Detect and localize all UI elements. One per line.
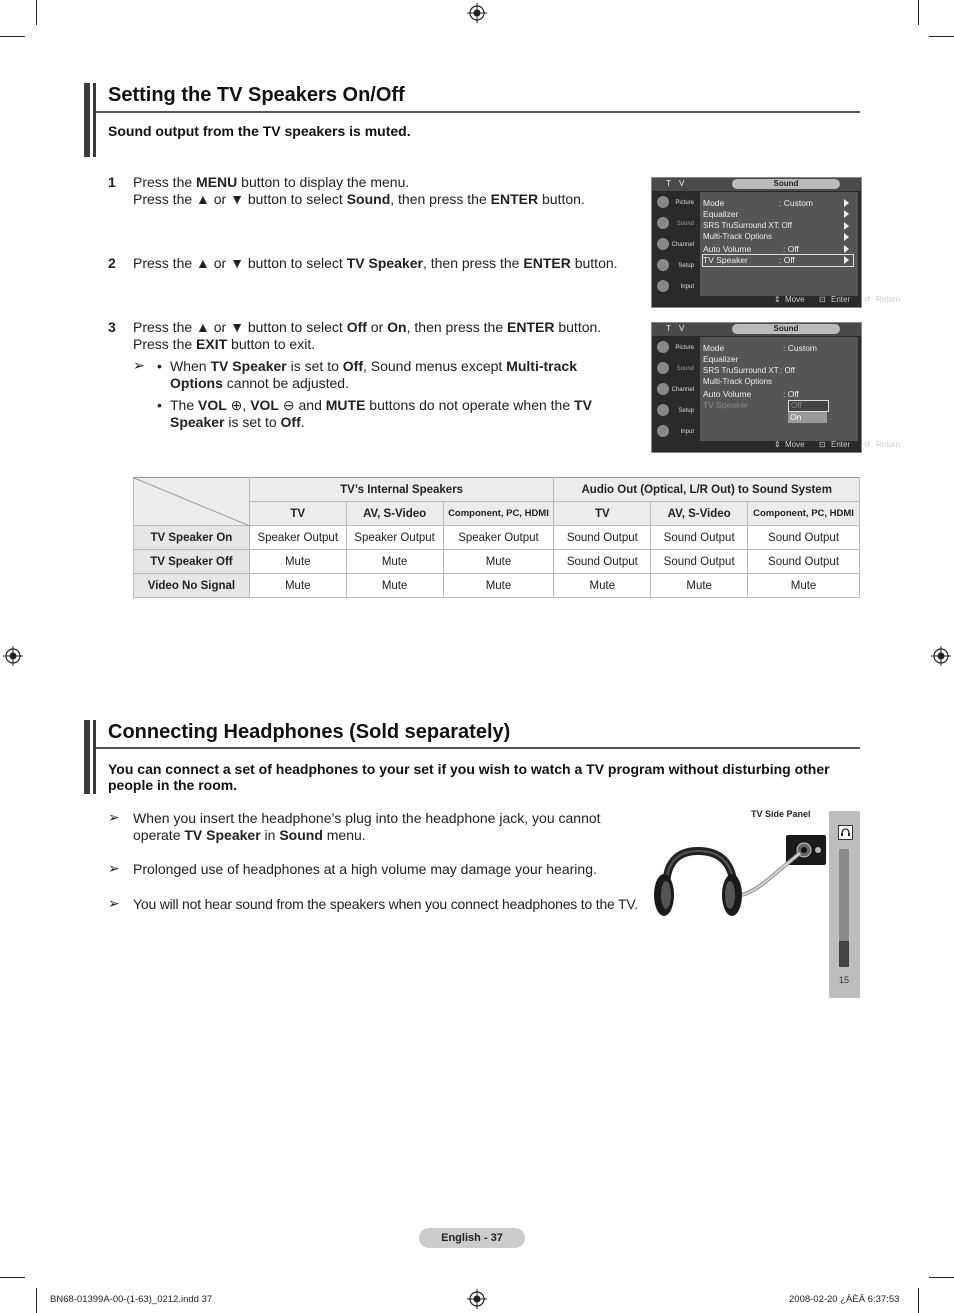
enter-icon: ⊡: [819, 440, 826, 449]
osd-side-sound[interactable]: Sound: [653, 214, 697, 235]
speaker-output-table: [133, 477, 860, 598]
table-row: [134, 526, 860, 550]
note-text: When TV Speaker is set to Off, Sound menus except Multi-track: [170, 358, 577, 374]
section-bar: [93, 720, 96, 794]
headphone-icon: [838, 825, 853, 840]
footer-filename: BN68-01399A-00-(1-63)_0212.indd 37: [50, 1294, 213, 1305]
table-cell: Mute: [346, 550, 443, 574]
registration-mark-icon: [467, 3, 487, 23]
setup-icon: [657, 404, 669, 416]
step-text: Press the EXIT button to exit.: [133, 336, 316, 352]
section-lead: Sound output from the TV speakers is muted.: [108, 123, 411, 139]
osd-row-value: : Off: [780, 366, 795, 375]
registration-mark-icon: [3, 646, 23, 666]
osd-row-value: : Off: [783, 389, 799, 399]
osd-side-setup[interactable]: Setup: [653, 401, 697, 422]
table-cell: Sound Output: [554, 526, 651, 550]
table-subheader: TV: [249, 502, 346, 526]
table-row: [134, 550, 860, 574]
osd-row-value: : Off: [777, 221, 792, 230]
osd-side-channel[interactable]: Channel: [653, 380, 697, 401]
osd-side-channel[interactable]: Channel: [653, 235, 697, 256]
arrow-right-icon: [844, 210, 849, 218]
table-cell: Sound Output: [748, 526, 860, 550]
table-corner-cell: [134, 478, 250, 526]
table-row: [134, 574, 860, 598]
note-text: You will not hear sound from the speakers when you connect headphones to the TV.: [133, 896, 638, 912]
section-bar: [93, 83, 96, 157]
step-text: Press the MENU button to display the menu.: [133, 174, 410, 190]
arrow-right-icon: [844, 245, 849, 253]
channel-icon: [657, 383, 669, 395]
osd-option-off[interactable]: Off: [788, 400, 829, 412]
table-subheader: TV: [554, 502, 651, 526]
table-cell: Mute: [748, 574, 860, 598]
osd-help-return: Return: [876, 295, 901, 304]
tv-side-panel-label: TV Side Panel: [751, 809, 811, 819]
sound-icon: [657, 362, 669, 374]
osd-menu-list: [700, 192, 858, 296]
arrow-right-icon: [844, 233, 849, 241]
section-bar: [84, 83, 90, 157]
osd-help-move: Move: [785, 440, 805, 449]
bullet-dot: •: [157, 397, 162, 413]
osd-sound-menu-2: [651, 322, 901, 453]
section-rule: [96, 111, 860, 113]
step-text: Press the ▲ or ▼ button to select Off or On, then press the ENTER button.: [133, 319, 602, 335]
osd-row-label[interactable]: Equalizer: [703, 209, 739, 219]
section-bar: [84, 720, 90, 794]
table-row-header: Video No Signal: [134, 574, 250, 598]
osd-help-enter: Enter: [831, 295, 851, 304]
sound-icon: [657, 217, 669, 229]
osd-row-label[interactable]: Mode: [703, 343, 725, 353]
crop-mark: [918, 1288, 919, 1313]
picture-icon: [657, 196, 669, 208]
page-number-badge: English - 37: [419, 1228, 525, 1248]
registration-mark-icon: [467, 1289, 487, 1309]
osd-row-label[interactable]: SRS TruSurround XT: [703, 221, 779, 230]
table-subheader: Component, PC, HDMI: [443, 502, 554, 526]
note-text: When you insert the headphone’s plug into the headphone jack, you cannot: [133, 810, 601, 826]
table-cell: Mute: [443, 574, 554, 598]
table-cell: Mute: [346, 574, 443, 598]
osd-row-label[interactable]: TV Speaker: [703, 255, 748, 265]
osd-help-enter: Enter: [831, 440, 851, 449]
osd-side-sound[interactable]: Sound: [653, 359, 697, 380]
table-subheader: Component, PC, HDMI: [748, 502, 860, 526]
footer-timestamp: 2008-02-20 ¿ÀÈÄ 6:37:53: [789, 1294, 900, 1305]
note-text: Options cannot be adjusted.: [170, 375, 349, 391]
osd-row-value: : Custom: [783, 343, 818, 353]
input-icon: [657, 280, 669, 292]
headphones-icon: [650, 833, 830, 923]
table-cell: Mute: [651, 574, 748, 598]
crop-mark: [0, 1277, 25, 1278]
picture-icon: [657, 341, 669, 353]
osd-menu-list: [700, 337, 858, 441]
channel-icon: [657, 238, 669, 250]
osd-row-value: : Off: [783, 244, 799, 254]
osd-row-label[interactable]: Mode: [703, 198, 725, 208]
note-arrow-icon: ➢: [108, 809, 120, 825]
input-icon: [657, 425, 669, 437]
panel-number: 15: [839, 975, 850, 985]
osd-row-label[interactable]: Auto Volume: [703, 389, 752, 399]
osd-side-input[interactable]: Input: [653, 277, 697, 298]
table-cell: Sound Output: [651, 550, 748, 574]
table-row-header: TV Speaker On: [134, 526, 250, 550]
osd-header: [652, 323, 861, 336]
section-title: Setting the TV Speakers On/Off: [108, 84, 405, 106]
step-text: Press the ▲ or ▼ button to select Sound, then press the ENTER button.: [133, 191, 585, 207]
osd-sound-menu-1: [651, 177, 901, 308]
osd-row-value: : Off: [779, 255, 795, 265]
osd-help-bar: [700, 294, 901, 306]
osd-tv-label: T V: [666, 324, 688, 333]
osd-side-setup[interactable]: Setup: [653, 256, 697, 277]
move-icon: ⇕: [774, 295, 781, 304]
bullet-dot: •: [157, 358, 162, 374]
table-cell: Mute: [554, 574, 651, 598]
osd-header: [652, 178, 861, 191]
osd-row-label[interactable]: Auto Volume: [703, 244, 752, 254]
section-lead: people in the room.: [108, 777, 238, 793]
table-subheader: AV, S-Video: [651, 502, 748, 526]
table-cell: Mute: [249, 550, 346, 574]
note-arrow-icon: ➢: [108, 895, 120, 911]
note-text: operate TV Speaker in Sound menu.: [133, 827, 366, 843]
osd-row-label[interactable]: Multi-Track Options: [703, 377, 773, 386]
registration-mark-icon: [931, 646, 951, 666]
crop-mark: [918, 0, 919, 25]
step-number: 1: [108, 174, 116, 190]
table-group-header: TV’s Internal Speakers: [249, 478, 554, 502]
osd-help-return: Return: [876, 440, 901, 449]
table-subheader: AV, S-Video: [346, 502, 443, 526]
note-text: Prolonged use of headphones at a high volume may damage your hearing.: [133, 861, 597, 877]
osd-help-bar: [700, 439, 901, 451]
osd-side-menu: [653, 193, 697, 298]
table-cell: Mute: [443, 550, 554, 574]
osd-side-menu: [653, 338, 697, 443]
osd-row-label[interactable]: Multi-Track Options: [703, 232, 773, 241]
panel-slot-dark: [839, 941, 849, 967]
arrow-right-icon: [844, 199, 849, 207]
table-row-header: TV Speaker Off: [134, 550, 250, 574]
osd-side-picture[interactable]: Picture: [653, 193, 697, 214]
note-text: The VOL ⊕, VOL ⊖ and MUTE buttons do not operate when the TV: [170, 397, 592, 413]
return-icon: ↺: [864, 295, 871, 304]
table-group-header: Audio Out (Optical, L/R Out) to Sound System: [554, 478, 860, 502]
table-cell: Speaker Output: [443, 526, 554, 550]
table-cell: Mute: [249, 574, 346, 598]
note-text: Speaker is set to Off.: [170, 414, 305, 430]
section-lead: You can connect a set of headphones to your set if you wish to watch a TV program without disturbing other: [108, 761, 830, 777]
osd-row-label[interactable]: Equalizer: [703, 354, 739, 364]
note-arrow-icon: ➢: [133, 357, 145, 373]
table-cell: Sound Output: [748, 550, 860, 574]
move-icon: ⇕: [774, 440, 781, 449]
tv-side-panel: [829, 811, 860, 998]
section-title: Connecting Headphones (Sold separately): [108, 721, 511, 743]
table-cell: Sound Output: [554, 550, 651, 574]
diagonal-line: [134, 478, 250, 526]
note-arrow-icon: ➢: [108, 860, 120, 876]
osd-row-label[interactable]: SRS TruSurround XT: [703, 366, 779, 375]
section-rule: [96, 747, 860, 749]
arrow-right-icon: [844, 256, 849, 264]
osd-tv-label: T V: [666, 179, 688, 188]
osd-title: Sound: [732, 179, 840, 189]
arrow-right-icon: [844, 222, 849, 230]
osd-side-input[interactable]: Input: [653, 422, 697, 443]
osd-help-move: Move: [785, 295, 805, 304]
crop-mark: [36, 0, 37, 25]
table-cell: Sound Output: [651, 526, 748, 550]
crop-mark: [929, 36, 954, 37]
crop-mark: [36, 1288, 37, 1313]
step-number: 3: [108, 319, 116, 335]
enter-icon: ⊡: [819, 295, 826, 304]
crop-mark: [0, 36, 25, 37]
osd-row-value: : Custom: [779, 198, 814, 208]
crop-mark: [929, 1277, 954, 1278]
osd-option-on[interactable]: On: [788, 412, 827, 423]
osd-title: Sound: [732, 324, 840, 334]
table-cell: Speaker Output: [346, 526, 443, 550]
osd-side-picture[interactable]: Picture: [653, 338, 697, 359]
osd-row-label[interactable]: TV Speaker: [703, 400, 748, 410]
return-icon: ↺: [864, 440, 871, 449]
step-text: Press the ▲ or ▼ button to select TV Speaker, then press the ENTER button.: [133, 255, 618, 271]
table-cell: Speaker Output: [249, 526, 346, 550]
setup-icon: [657, 259, 669, 271]
step-number: 2: [108, 255, 116, 271]
